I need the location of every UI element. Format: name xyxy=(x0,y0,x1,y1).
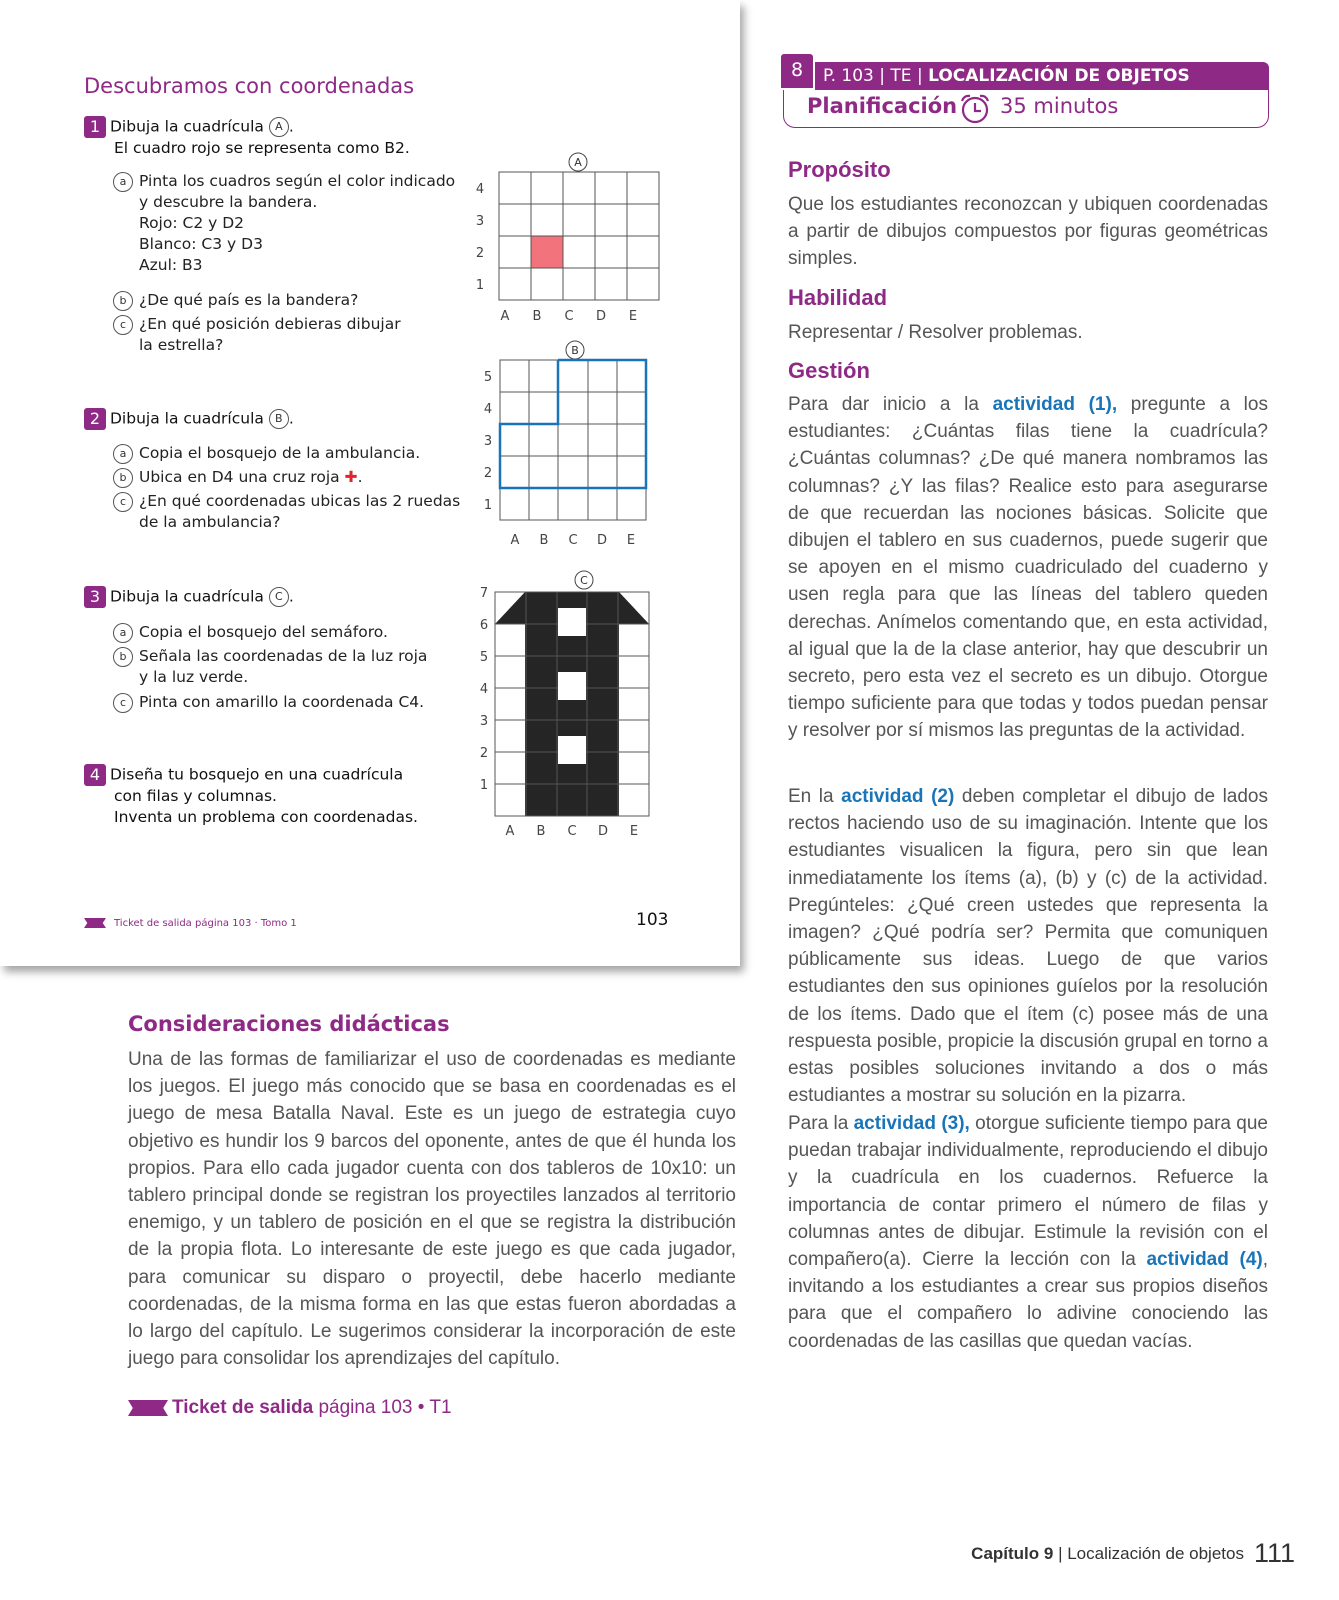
habilidad-title: Habilidad xyxy=(788,285,888,310)
activity-3c: c Pinta con amarillo la coordenada C4. xyxy=(139,692,424,713)
student-page xyxy=(0,0,740,966)
grid-c-col-label: B xyxy=(536,824,546,839)
grid-a-col-label: B xyxy=(532,309,542,324)
activity-2a: a Copia el bosquejo de la ambulancia. xyxy=(139,443,420,464)
grid-c-label: C xyxy=(580,574,588,587)
student-page-number: 103 xyxy=(636,910,669,930)
consideraciones-title: Consideraciones didácticas xyxy=(128,1012,450,1036)
grid-c-row-label: 7 xyxy=(479,586,489,601)
red-cross-icon: ✚ xyxy=(344,468,358,486)
activity-1a: a Pinta los cuadros según el color indicado y descubre la bandera. Rojo: C2 y D2 Blanco: C3 y D3 Azul: B3 xyxy=(139,171,455,276)
proposito-text: Que los estudiantes reconozcan y ubiquen coordenadas a partir de dibujos compuestos por figuras geométricas simples. xyxy=(788,194,1268,270)
gestion-title: Gestión xyxy=(788,358,870,383)
gestion-paragraph-3: Para la actividad (3), otorgue suficiente tiempo para que puedan trabajar individualmente, reproduciendo el dibujo y la cuadrícula en los cuadernos. Refuerce la importancia de contar primero el número de filas y columnas antes de dibujar. Estimule la revisión con el compañero(a). Cierre la lección con la actividad (4), invitando a los estudiantes a crear sus propios diseños para que el compañero lo adivine conociendo las coordenadas de las casillas que quedan vacías. xyxy=(788,1113,1268,1352)
lesson-header-bar: P. 103 | TE | LOCALIZACIÓN DE OBJETOS xyxy=(815,62,1269,90)
activity-4: 4 Diseña tu bosquejo en una cuadrícula con filas y columnas. Inventa un problema con coordenadas. xyxy=(84,764,418,828)
grid-c-marker: C xyxy=(269,587,289,607)
grid-c-row-label: 2 xyxy=(479,746,489,761)
grid-b-label: B xyxy=(571,344,579,357)
grid-c-row-label: 1 xyxy=(479,778,489,793)
ticket-icon xyxy=(84,918,106,928)
activity-3b: b Señala las coordenadas de la luz roja y la luz verde. xyxy=(139,646,427,688)
grid-b-col-label: D xyxy=(596,533,608,548)
grid-a-svg xyxy=(474,150,684,340)
gestion-paragraph-1: Para dar inicio a la actividad (1), pregunte a los estudiantes: ¿Cuántas filas tiene la cuadrícula? ¿Cuántas columnas? ¿De qué manera nombramos las columnas? ¿Y las filas? Realice esto para asegurarse de que recuerdan las nociones básicas. Solicite que dibujen el tablero en sus cuadernos, puede sugerir que se apoyen en el mismo cuadriculado del cuaderno y usen regla para que las líneas del tablero queden derechas. Anímelos comentando que, en esta actividad, al igual que la de la clase anterior, hay que descubrir un secreto, pero esta vez el secreto es un dibujo. Otorgue tiempo suficiente para que todas y todos puedan pensar y resolver por sí mismos las preguntas de la actividad. xyxy=(788,394,1268,742)
grid-a-row-label: 3 xyxy=(475,214,485,229)
grid-c xyxy=(478,570,688,844)
traffic-light-middle-lamp xyxy=(558,672,586,700)
alarm-clock-icon xyxy=(958,92,992,126)
grid-b-col-label: C xyxy=(568,533,578,548)
activity-2b: b Ubica en D4 una cruz roja ✚. xyxy=(139,467,363,488)
student-footnote: Ticket de salida página 103 · Tomo 1 xyxy=(84,918,297,929)
grid-a-col-label: C xyxy=(564,309,574,324)
proposito-title: Propósito xyxy=(788,157,891,182)
activity-3-number: 3 xyxy=(84,586,106,608)
grid-a-col-label: E xyxy=(628,309,638,324)
grid-b-row-label: 5 xyxy=(483,370,493,385)
grid-c-row-label: 3 xyxy=(479,714,489,729)
grid-a-marker: A xyxy=(269,117,289,137)
ticket-icon xyxy=(128,1400,168,1416)
lesson-number: 8 xyxy=(781,54,813,88)
grid-c-col-label: E xyxy=(629,824,639,839)
grid-b-row-label: 1 xyxy=(483,498,493,513)
gestion-paragraph-2: En la actividad (2) deben completar el dibujo de lados rectos haciendo uso de su imaginación. Intente que los estudiantes visualicen la figura, pero sin que lean inmediatamente los ítems (a), (b) y (c) de la actividad. Pregúnteles: ¿Qué creen ustedes que representa la imagen? ¿Qué podría ser? Permita que comuniquen públicamente sus ideas. Luego de que varios estudiantes den sus opiniones guíelos por la resolución de los ítems. Dado que el ítem (c) posee más de una respuesta posible, propicie la discusión grupal en torno a estas posibles soluciones invitando a dos o más estudiantes a mostrar su solución en la pizarra. xyxy=(788,786,1268,1107)
grid-c-row-label: 5 xyxy=(479,650,489,665)
grid-b-row-label: 4 xyxy=(483,402,493,417)
activity-1c: c ¿En qué posición debieras dibujar la estrella? xyxy=(139,314,401,356)
grid-b-marker: B xyxy=(269,409,289,429)
traffic-light-left-visor xyxy=(495,592,525,624)
grid-a-label: A xyxy=(574,156,582,169)
grid-b-col-label: B xyxy=(539,533,549,548)
page-footer: Capítulo 9 | Localización de objetos 111 xyxy=(971,1538,1295,1568)
grid-b-row-label: 3 xyxy=(483,434,493,449)
grid-c-row-label: 4 xyxy=(479,682,489,697)
grid-b-row-label: 2 xyxy=(483,466,493,481)
planificacion-label: Planificación xyxy=(807,94,958,118)
traffic-light-right-visor xyxy=(619,592,649,624)
grid-a-col-label: A xyxy=(500,309,510,324)
activity-1b: b ¿De qué país es la bandera? xyxy=(139,290,358,311)
activity-3a: a Copia el bosquejo del semáforo. xyxy=(139,622,388,643)
activity-3-title: 3 Dibuja la cuadrícula C . xyxy=(84,586,294,608)
grid-c-col-label: C xyxy=(567,824,577,839)
habilidad-text: Representar / Resolver problemas. xyxy=(788,322,1083,343)
ticket-de-salida: Ticket de salida página 103 • T1 xyxy=(128,1397,452,1419)
consideraciones-text: Una de las formas de familiarizar el uso de coordenadas es mediante los juegos. El juego más conocido que se basa en coordenadas es el juego de mesa Batalla Naval. Este es un juego de estrategia cuyo objetivo es hundir los 9 barcos del oponente, antes de que él hunda los propios. Para ello cada jugador cuenta con dos tableros de 10x10: un tablero principal donde se registran los proyectiles lanzados al territorio enemigo, y un tablero de posición en el que se registra la distribución de la propia flota. Lo interesante de este juego es que cada jugador, para comunicar su disparo o proyectil, debe hacerlo mediante coordenadas, de la misma forma en las que estas fueron abordadas a lo largo del capítulo. Le sugerimos considerar la incorporación de este juego para consolidar los aprendizajes del capítulo. xyxy=(128,1049,736,1370)
grid-c-col-label: A xyxy=(505,824,515,839)
grid-b-svg xyxy=(478,338,688,556)
grid-b xyxy=(478,338,688,560)
planificacion-time: 35 minutos xyxy=(1000,94,1119,118)
grid-c-col-label: D xyxy=(597,824,609,839)
student-page-title: Descubramos con coordenadas xyxy=(84,74,415,98)
grid-b-col-label: A xyxy=(510,533,520,548)
grid-a xyxy=(474,150,684,344)
grid-c-row-label: 6 xyxy=(479,618,489,633)
grid-b-col-label: E xyxy=(626,533,636,548)
grid-a-col-label: D xyxy=(595,309,607,324)
traffic-light-top-lamp xyxy=(558,608,586,636)
grid-a-row-label: 4 xyxy=(475,182,485,197)
activity-1-line2: El cuadro rojo se representa como B2. xyxy=(114,139,410,157)
activity-2-title: 2 Dibuja la cuadrícula B . xyxy=(84,408,294,430)
grid-a-row-label: 2 xyxy=(475,246,485,261)
activity-2c: c ¿En qué coordenadas ubicas las 2 ruedas de la ambulancia? xyxy=(139,491,460,533)
grid-c-svg xyxy=(478,570,688,840)
grid-a-row-label: 1 xyxy=(475,278,485,293)
traffic-light-bottom-lamp xyxy=(558,736,586,764)
activity-2-number: 2 xyxy=(84,408,106,430)
activity-1-title: 1 Dibuja la cuadrícula A . xyxy=(84,116,294,138)
activity-4-number: 4 xyxy=(84,764,106,786)
red-square-b2 xyxy=(531,236,563,268)
page-number: 111 xyxy=(1253,1538,1295,1568)
activity-1-number: 1 xyxy=(84,116,106,138)
